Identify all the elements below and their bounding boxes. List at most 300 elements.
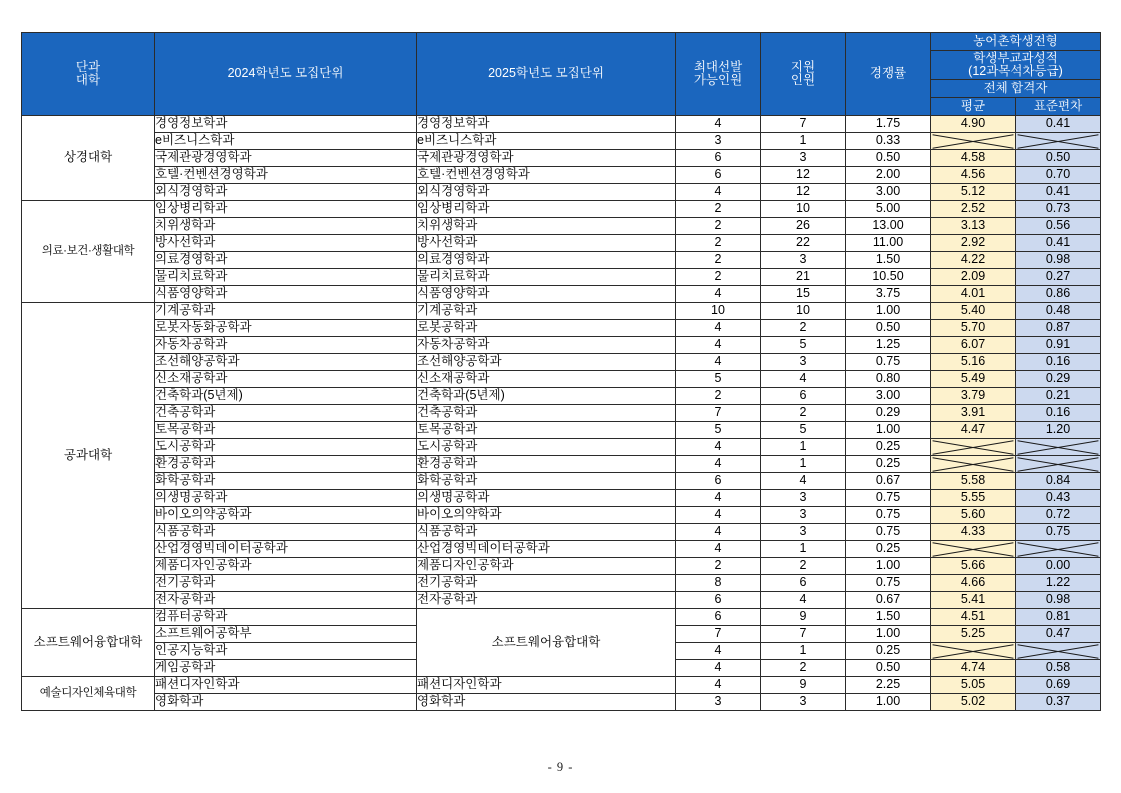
header-unit-2025: 2025학년도 모집단위: [417, 33, 676, 116]
competition-ratio-cell: 0.67: [846, 592, 931, 609]
average-cell: 5.49: [931, 371, 1016, 388]
competition-ratio-cell: 13.00: [846, 218, 931, 235]
max-selectable-cell: 4: [676, 354, 761, 371]
unit-2024-cell: 소프트웨어공학부: [155, 626, 417, 643]
average-cell: 4.90: [931, 116, 1016, 133]
unit-2024-cell: 치위생학과: [155, 218, 417, 235]
applicants-cell: 3: [761, 354, 846, 371]
competition-ratio-cell: 1.50: [846, 609, 931, 626]
max-selectable-cell: 4: [676, 541, 761, 558]
unit-2024-cell: 환경공학과: [155, 456, 417, 473]
max-selectable-cell: 2: [676, 235, 761, 252]
average-cell: 4.74: [931, 660, 1016, 677]
average-cell: 4.51: [931, 609, 1016, 626]
average-cell: 4.01: [931, 286, 1016, 303]
stddev-cell: 0.73: [1016, 201, 1101, 218]
stddev-cell: 0.00: [1016, 558, 1101, 575]
average-cell: 5.25: [931, 626, 1016, 643]
unit-2025-cell: 식품공학과: [417, 524, 676, 541]
unit-2024-cell: 경영정보학과: [155, 116, 417, 133]
table-row: [22, 218, 1101, 235]
stddev-cell: 0.21: [1016, 388, 1101, 405]
applicants-cell: 21: [761, 269, 846, 286]
applicants-cell: 3: [761, 490, 846, 507]
average-cell: 5.02: [931, 694, 1016, 711]
applicants-cell: 4: [761, 592, 846, 609]
unit-2024-cell: 기계공학과: [155, 303, 417, 320]
max-selectable-cell: 5: [676, 422, 761, 439]
competition-ratio-cell: 0.75: [846, 490, 931, 507]
unit-2024-cell: 식품공학과: [155, 524, 417, 541]
college-name-cell: 의료·보건·생활대학: [22, 201, 155, 303]
header-applicants-line2: 인원: [790, 73, 816, 87]
unit-2025-cell: 외식경영학과: [417, 184, 676, 201]
unit-2024-cell: 도시공학과: [155, 439, 417, 456]
max-selectable-cell: 2: [676, 201, 761, 218]
unit-2024-cell: 호텔·컨벤션경영학과: [155, 167, 417, 184]
unit-2024-cell: 영화학과: [155, 694, 417, 711]
unit-2025-cell: e비즈니스학과: [417, 133, 676, 150]
unit-2024-cell: 신소재공학과: [155, 371, 417, 388]
table-row: [22, 337, 1101, 354]
table-row: [22, 184, 1101, 201]
applicants-cell: 10: [761, 303, 846, 320]
average-cell: 5.16: [931, 354, 1016, 371]
competition-ratio-cell: 1.00: [846, 626, 931, 643]
applicants-cell: 3: [761, 150, 846, 167]
stddev-cell: 0.98: [1016, 592, 1101, 609]
max-selectable-cell: 4: [676, 116, 761, 133]
average-cell: 4.58: [931, 150, 1016, 167]
competition-ratio-cell: 1.25: [846, 337, 931, 354]
average-cell-empty: [931, 643, 1016, 660]
applicants-cell: 7: [761, 116, 846, 133]
max-selectable-cell: 4: [676, 677, 761, 694]
unit-2025-cell: 패션디자인학과: [417, 677, 676, 694]
competition-ratio-cell: 0.50: [846, 150, 931, 167]
table-row: [22, 575, 1101, 592]
unit-2025-cell: 의료경영학과: [417, 252, 676, 269]
competition-ratio-cell: 3.00: [846, 184, 931, 201]
table-row: [22, 524, 1101, 541]
table-row: [22, 473, 1101, 490]
unit-2025-cell: 건축공학과: [417, 405, 676, 422]
average-cell: 4.47: [931, 422, 1016, 439]
table-row: [22, 694, 1101, 711]
table-row: [22, 269, 1101, 286]
unit-2024-cell: 식품영양학과: [155, 286, 417, 303]
admissions-table-sheet: [21, 32, 1100, 711]
max-selectable-cell: 4: [676, 490, 761, 507]
unit-2025-cell: 기계공학과: [417, 303, 676, 320]
table-row: [22, 541, 1101, 558]
unit-2024-cell: 방사선학과: [155, 235, 417, 252]
table-row: [22, 354, 1101, 371]
competition-ratio-cell: 11.00: [846, 235, 931, 252]
header-admission-type: 농어촌학생전형: [931, 33, 1101, 51]
applicants-cell: 1: [761, 541, 846, 558]
unit-2025-cell: 호텔·컨벤션경영학과: [417, 167, 676, 184]
header-max-line1: 최대선발: [693, 59, 743, 74]
max-selectable-cell: 4: [676, 320, 761, 337]
unit-2024-cell: 의료경영학과: [155, 252, 417, 269]
unit-2025-cell: 의생명공학과: [417, 490, 676, 507]
max-selectable-cell: 4: [676, 439, 761, 456]
max-selectable-cell: 2: [676, 218, 761, 235]
average-cell: 6.07: [931, 337, 1016, 354]
stddev-cell: 0.87: [1016, 320, 1101, 337]
max-selectable-cell: 6: [676, 592, 761, 609]
applicants-cell: 2: [761, 320, 846, 337]
unit-2024-cell: 물리치료학과: [155, 269, 417, 286]
stddev-cell: 0.91: [1016, 337, 1101, 354]
header-competition-ratio: 경쟁률: [846, 33, 931, 116]
unit-2025-cell: 물리치료학과: [417, 269, 676, 286]
stddev-cell: 0.41: [1016, 235, 1101, 252]
header-average: 평균: [931, 98, 1016, 116]
unit-2025-cell: 도시공학과: [417, 439, 676, 456]
stddev-cell: 0.56: [1016, 218, 1101, 235]
page-footer: - 9 -: [547, 760, 574, 774]
applicants-cell: 1: [761, 456, 846, 473]
average-cell: 4.66: [931, 575, 1016, 592]
header-applicants-line1: 지원: [790, 59, 816, 74]
applicants-cell: 4: [761, 371, 846, 388]
average-cell: 5.60: [931, 507, 1016, 524]
average-cell-empty: [931, 133, 1016, 150]
stddev-cell-empty: [1016, 439, 1101, 456]
stddev-cell: 0.70: [1016, 167, 1101, 184]
unit-2025-cell: 로봇공학과: [417, 320, 676, 337]
stddev-cell: 0.86: [1016, 286, 1101, 303]
unit-2024-cell: 컴퓨터공학과: [155, 609, 417, 626]
table-row: [22, 167, 1101, 184]
header-scope: 전체 합격자: [931, 80, 1101, 98]
applicants-cell: 6: [761, 575, 846, 592]
applicants-cell: 5: [761, 337, 846, 354]
applicants-cell: 12: [761, 184, 846, 201]
table-row: [22, 235, 1101, 252]
header-college-line1: 단과: [75, 59, 101, 74]
unit-2024-cell: 의생명공학과: [155, 490, 417, 507]
stddev-cell: 0.98: [1016, 252, 1101, 269]
stddev-cell: 0.16: [1016, 405, 1101, 422]
average-cell: 5.55: [931, 490, 1016, 507]
competition-ratio-cell: 3.00: [846, 388, 931, 405]
competition-ratio-cell: 1.75: [846, 116, 931, 133]
unit-2024-cell: e비즈니스학과: [155, 133, 417, 150]
table-row: [22, 303, 1101, 320]
stddev-cell: 0.58: [1016, 660, 1101, 677]
max-selectable-cell: 6: [676, 167, 761, 184]
max-selectable-cell: 7: [676, 626, 761, 643]
competition-ratio-cell: 1.00: [846, 422, 931, 439]
applicants-cell: 2: [761, 558, 846, 575]
applicants-cell: 5: [761, 422, 846, 439]
unit-2024-cell: 게임공학과: [155, 660, 417, 677]
table-row: [22, 320, 1101, 337]
unit-2024-cell: 산업경영빅데이터공학과: [155, 541, 417, 558]
table-row: [22, 490, 1101, 507]
average-cell: 5.70: [931, 320, 1016, 337]
unit-2024-cell: 패션디자인학과: [155, 677, 417, 694]
competition-ratio-cell: 5.00: [846, 201, 931, 218]
competition-ratio-cell: 0.25: [846, 456, 931, 473]
unit-2024-cell: 자동차공학과: [155, 337, 417, 354]
header-applicants: [761, 33, 846, 116]
max-selectable-cell: 4: [676, 286, 761, 303]
stddev-cell: 0.43: [1016, 490, 1101, 507]
table-row: [22, 116, 1101, 133]
max-selectable-cell: 4: [676, 524, 761, 541]
table-row: [22, 422, 1101, 439]
unit-2024-cell: 건축공학과: [155, 405, 417, 422]
max-selectable-cell: 4: [676, 337, 761, 354]
table-row: [22, 371, 1101, 388]
stddev-cell: 0.37: [1016, 694, 1101, 711]
unit-2025-cell: 경영정보학과: [417, 116, 676, 133]
unit-2024-cell: 임상병리학과: [155, 201, 417, 218]
header-unit-2024: 2024학년도 모집단위: [155, 33, 417, 116]
table-row: [22, 201, 1101, 218]
unit-2024-cell: 로봇자동화공학과: [155, 320, 417, 337]
table-row: [22, 592, 1101, 609]
stddev-cell: 1.20: [1016, 422, 1101, 439]
stddev-cell: 0.81: [1016, 609, 1101, 626]
unit-2024-cell: 전자공학과: [155, 592, 417, 609]
stddev-cell: 0.27: [1016, 269, 1101, 286]
competition-ratio-cell: 10.50: [846, 269, 931, 286]
competition-ratio-cell: 2.00: [846, 167, 931, 184]
stddev-cell-empty: [1016, 541, 1101, 558]
max-selectable-cell: 4: [676, 456, 761, 473]
max-selectable-cell: 8: [676, 575, 761, 592]
table-header: [22, 33, 1101, 116]
competition-ratio-cell: 0.25: [846, 643, 931, 660]
max-selectable-cell: 6: [676, 150, 761, 167]
average-cell: 5.58: [931, 473, 1016, 490]
applicants-cell: 1: [761, 643, 846, 660]
unit-2024-cell: 토목공학과: [155, 422, 417, 439]
table-row: [22, 558, 1101, 575]
stddev-cell-empty: [1016, 133, 1101, 150]
competition-ratio-cell: 0.80: [846, 371, 931, 388]
applicants-cell: 7: [761, 626, 846, 643]
unit-2025-cell: 바이오의약학과: [417, 507, 676, 524]
competition-ratio-cell: 0.67: [846, 473, 931, 490]
unit-2024-cell: 조선해양공학과: [155, 354, 417, 371]
unit-2024-cell: 전기공학과: [155, 575, 417, 592]
max-selectable-cell: 3: [676, 694, 761, 711]
competition-ratio-cell: 0.25: [846, 541, 931, 558]
table-row: [22, 609, 1101, 626]
table-row: [22, 507, 1101, 524]
stddev-cell: 0.50: [1016, 150, 1101, 167]
average-cell: 2.52: [931, 201, 1016, 218]
average-cell: 5.05: [931, 677, 1016, 694]
average-cell: 2.92: [931, 235, 1016, 252]
applicants-cell: 26: [761, 218, 846, 235]
max-selectable-cell: 2: [676, 558, 761, 575]
unit-2025-cell: 소프트웨어융합대학: [417, 609, 676, 677]
college-name-cell: 예술디자인체육대학: [22, 677, 155, 711]
average-cell: 3.79: [931, 388, 1016, 405]
average-cell: 3.91: [931, 405, 1016, 422]
applicants-cell: 3: [761, 694, 846, 711]
competition-ratio-cell: 0.75: [846, 354, 931, 371]
unit-2025-cell: 건축학과(5년제): [417, 388, 676, 405]
college-name-cell: 상경대학: [22, 116, 155, 201]
average-cell: 5.66: [931, 558, 1016, 575]
average-cell-empty: [931, 439, 1016, 456]
competition-ratio-cell: 0.75: [846, 575, 931, 592]
unit-2025-cell: 제품디자인공학과: [417, 558, 676, 575]
average-cell: 5.12: [931, 184, 1016, 201]
max-selectable-cell: 10: [676, 303, 761, 320]
stddev-cell-empty: [1016, 643, 1101, 660]
competition-ratio-cell: 0.75: [846, 524, 931, 541]
max-selectable-cell: 2: [676, 388, 761, 405]
stddev-cell: 0.75: [1016, 524, 1101, 541]
unit-2025-cell: 환경공학과: [417, 456, 676, 473]
stddev-cell: 1.22: [1016, 575, 1101, 592]
applicants-cell: 4: [761, 473, 846, 490]
max-selectable-cell: 6: [676, 609, 761, 626]
table-row: [22, 405, 1101, 422]
average-cell: 4.56: [931, 167, 1016, 184]
applicants-cell: 9: [761, 677, 846, 694]
average-cell-empty: [931, 541, 1016, 558]
header-stddev: 표준편차: [1016, 98, 1101, 116]
max-selectable-cell: 2: [676, 269, 761, 286]
table-row: [22, 252, 1101, 269]
applicants-cell: 1: [761, 133, 846, 150]
unit-2025-cell: 식품영양학과: [417, 286, 676, 303]
average-cell-empty: [931, 456, 1016, 473]
max-selectable-cell: 4: [676, 660, 761, 677]
applicants-cell: 3: [761, 507, 846, 524]
stddev-cell: 0.29: [1016, 371, 1101, 388]
table-row: [22, 388, 1101, 405]
average-cell: 5.41: [931, 592, 1016, 609]
stddev-cell: 0.69: [1016, 677, 1101, 694]
applicants-cell: 3: [761, 252, 846, 269]
header-max-selectable: [676, 33, 761, 116]
unit-2025-cell: 전자공학과: [417, 592, 676, 609]
table-row: [22, 150, 1101, 167]
competition-ratio-cell: 2.25: [846, 677, 931, 694]
unit-2024-cell: 화학공학과: [155, 473, 417, 490]
unit-2025-cell: 토목공학과: [417, 422, 676, 439]
header-grade-group: [931, 51, 1101, 80]
competition-ratio-cell: 0.29: [846, 405, 931, 422]
applicants-cell: 9: [761, 609, 846, 626]
applicants-cell: 15: [761, 286, 846, 303]
applicants-cell: 2: [761, 660, 846, 677]
unit-2025-cell: 산업경영빅데이터공학과: [417, 541, 676, 558]
competition-ratio-cell: 0.33: [846, 133, 931, 150]
competition-ratio-cell: 1.50: [846, 252, 931, 269]
unit-2024-cell: 제품디자인공학과: [155, 558, 417, 575]
max-selectable-cell: 2: [676, 252, 761, 269]
table-row: [22, 677, 1101, 694]
max-selectable-cell: 4: [676, 184, 761, 201]
unit-2024-cell: 건축학과(5년제): [155, 388, 417, 405]
unit-2024-cell: 외식경영학과: [155, 184, 417, 201]
stddev-cell-empty: [1016, 456, 1101, 473]
competition-ratio-cell: 1.00: [846, 558, 931, 575]
competition-ratio-cell: 0.50: [846, 660, 931, 677]
applicants-cell: 10: [761, 201, 846, 218]
table-row: [22, 133, 1101, 150]
unit-2025-cell: 방사선학과: [417, 235, 676, 252]
average-cell: 4.33: [931, 524, 1016, 541]
applicants-cell: 12: [761, 167, 846, 184]
header-grade-line2: (12과목석차등급): [968, 64, 1063, 78]
admissions-results-table: [21, 32, 1101, 711]
max-selectable-cell: 3: [676, 133, 761, 150]
average-cell: 5.40: [931, 303, 1016, 320]
stddev-cell: 0.72: [1016, 507, 1101, 524]
header-grade-line1: 학생부교과성적: [973, 50, 1058, 65]
max-selectable-cell: 5: [676, 371, 761, 388]
stddev-cell: 0.84: [1016, 473, 1101, 490]
max-selectable-cell: 6: [676, 473, 761, 490]
header-college: [22, 33, 155, 116]
stddev-cell: 0.48: [1016, 303, 1101, 320]
header-row-1: [22, 33, 1101, 51]
max-selectable-cell: 4: [676, 643, 761, 660]
unit-2024-cell: 바이오의약공학과: [155, 507, 417, 524]
college-name-cell: 공과대학: [22, 303, 155, 609]
unit-2025-cell: 조선해양공학과: [417, 354, 676, 371]
competition-ratio-cell: 0.50: [846, 320, 931, 337]
max-selectable-cell: 7: [676, 405, 761, 422]
average-cell: 3.13: [931, 218, 1016, 235]
unit-2025-cell: 치위생학과: [417, 218, 676, 235]
unit-2025-cell: 국제관광경영학과: [417, 150, 676, 167]
unit-2024-cell: 국제관광경영학과: [155, 150, 417, 167]
unit-2024-cell: 인공지능학과: [155, 643, 417, 660]
applicants-cell: 22: [761, 235, 846, 252]
competition-ratio-cell: 0.25: [846, 439, 931, 456]
unit-2025-cell: 자동차공학과: [417, 337, 676, 354]
competition-ratio-cell: 3.75: [846, 286, 931, 303]
average-cell: 2.09: [931, 269, 1016, 286]
stddev-cell: 0.41: [1016, 116, 1101, 133]
header-max-line2: 가능인원: [693, 73, 743, 87]
competition-ratio-cell: 1.00: [846, 694, 931, 711]
applicants-cell: 3: [761, 524, 846, 541]
stddev-cell: 0.41: [1016, 184, 1101, 201]
unit-2025-cell: 신소재공학과: [417, 371, 676, 388]
average-cell: 4.22: [931, 252, 1016, 269]
unit-2025-cell: 임상병리학과: [417, 201, 676, 218]
unit-2025-cell: 화학공학과: [417, 473, 676, 490]
applicants-cell: 2: [761, 405, 846, 422]
table-row: [22, 456, 1101, 473]
applicants-cell: 6: [761, 388, 846, 405]
competition-ratio-cell: 1.00: [846, 303, 931, 320]
max-selectable-cell: 4: [676, 507, 761, 524]
unit-2025-cell: 전기공학과: [417, 575, 676, 592]
competition-ratio-cell: 0.75: [846, 507, 931, 524]
unit-2025-cell: 영화학과: [417, 694, 676, 711]
applicants-cell: 1: [761, 439, 846, 456]
table-row: [22, 286, 1101, 303]
college-name-cell: 소프트웨어융합대학: [22, 609, 155, 677]
stddev-cell: 0.16: [1016, 354, 1101, 371]
